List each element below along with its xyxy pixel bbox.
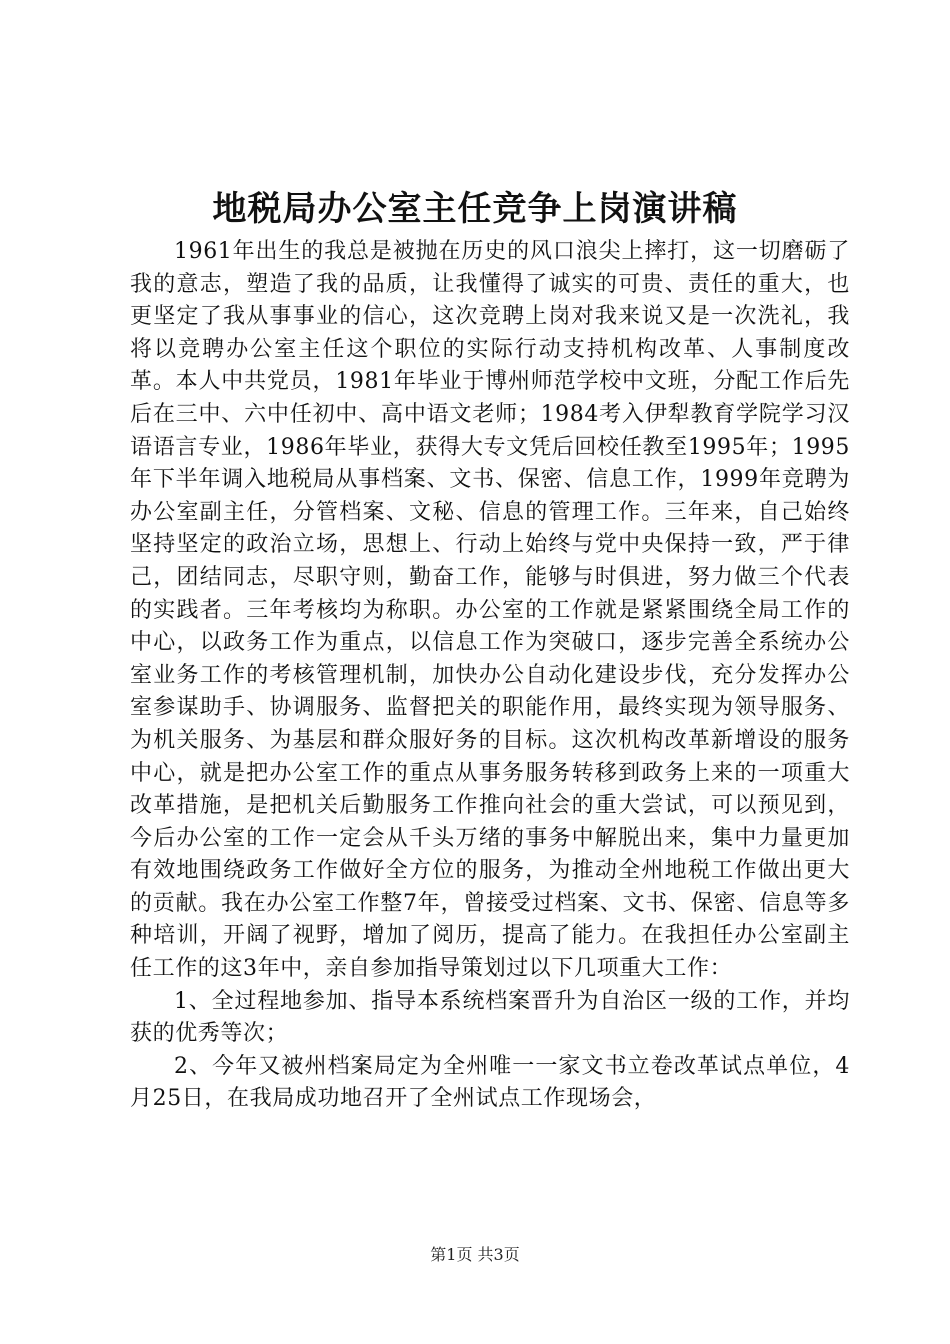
document-body — [130, 236, 850, 1116]
paragraph-intro: 1961年出生的我总是被抛在历史的风口浪尖上摔打，这一切磨砺了我的意志，塑造了我的品质，让我懂得了诚实的可贵、责任的重大，也更坚定了我从事事业的信心，这次竞聘上岗对我来说又是一次洗礼，我将以竞聘办公室主任这个职位的实际行动支持机构改革、人事制度改革。本人中共党员，1981年毕业于博州师范学校中文班，分配工作后先后在三中、六中任初中、高中语文老师；1984考入伊犁教育学院学习汉语语言专业，1986年毕业，获得大专文凭后回校任教至1995年；1995年下半年调入地税局从事档案、文书、保密、信息工作，1999年竞聘为办公室副主任，分管档案、文秘、信息的管理工作。三年来，自己始终坚持坚定的政治立场，思想上、行动上始终与党中央保持一致，严于律己，团结同志，尽职守则，勤奋工作，能够与时俱进，努力做三个代表的实践者。三年考核均为称职。办公室的工作就是紧紧围绕全局工作的中心，以政务工作为重点，以信息工作为突破口，逐步完善全系统办公室业务工作的考核管理机制，加快办公自动化建设步伐，充分发挥办公室参谋助手、协调服务、监督把关的职能作用，最终实现为领导服务、为机关服务、为基层和群众服好务的目标。这次机构改革新增设的服务中心，就是把办公室工作的重点从事务服务转移到政务上来的一项重大改革措施，是把机关后勤服务工作推向社会的重大尝试，可以预见到，今后办公室的工作一定会从千头万绪的事务中解脱出来，集中力量更加有效地围绕政务工作做好全方位的服务，为推动全州地税工作做出更大的贡献。我在办公室工作整7年，曾接受过档案、文书、保密、信息等多种培训，开阔了视野，增加了阅历，提高了能力。在我担任办公室副主任工作的这3年中，亲自参加指导策划过以下几项重大工作： — [130, 239, 850, 982]
paragraph-item-2: 2、今年又被州档案局定为全州唯一一家文书立卷改革试点单位，4月25日，在我局成功地召开了全州试点工作现场会， — [130, 1053, 850, 1112]
paragraph-item-1: 1、全过程地参加、指导本系统档案晋升为自治区一级的工作，并均获的优秀等次； — [130, 988, 850, 1047]
document-title: 地税局办公室主任竞争上岗演讲稿 — [212, 189, 738, 229]
page-footer: 第1页 共3页 — [430, 1245, 520, 1264]
